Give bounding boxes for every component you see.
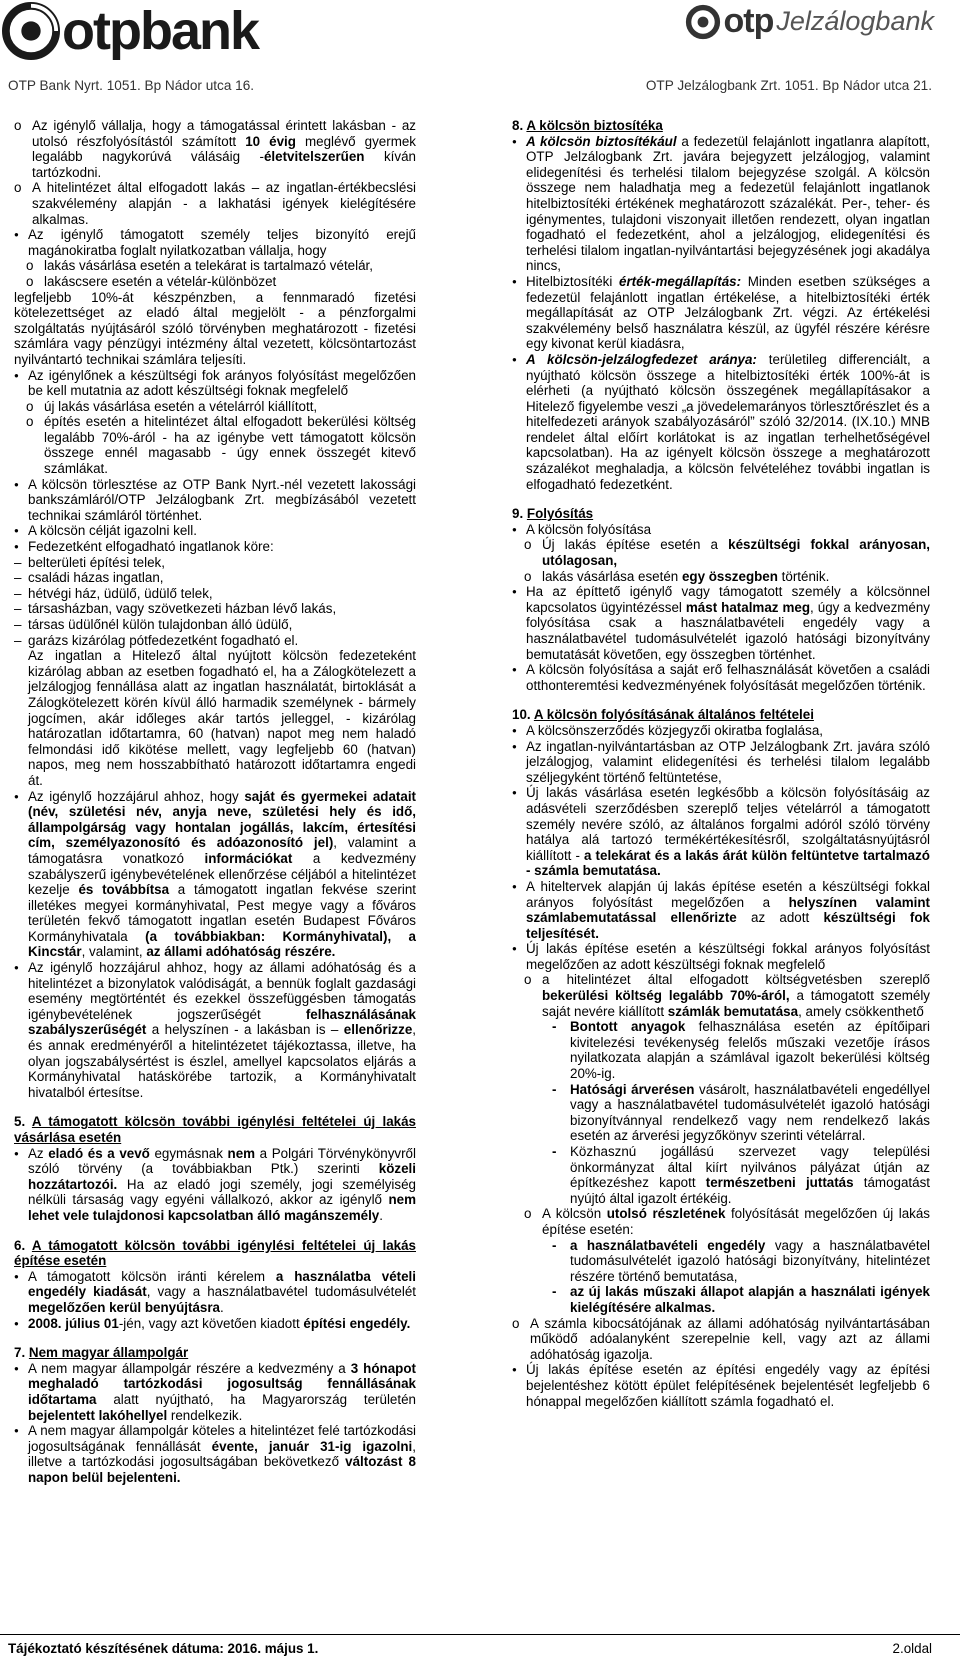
paragraph: Az ingatlan a Hitelező által nyújtott kölcsön fedezeteként kizárólag abban az esetben fogadható el, ha a Zálogkötelezett a jelzálogjog fennállása alatt az ingatlan használatát, birtoklását a Zálogkötelezett körén kívül álló harmadik személynek - bármely jogcímen, akár időleges akár tartós jelleggel, - kizárólag határozatlan időtartamra, 60 (hatvan) napot meg nem haladó felmondási idő kikötése mellett, vagy legfeljebb 60 (hatvan) napos, meg nem hosszabbítható határozott időtartamra engedi át. xyxy=(28,648,416,788)
section-heading-5: 5. A támogatott kölcsön további igénylési feltételei új lakás vásárlása esetén xyxy=(14,1114,416,1145)
page-header xyxy=(0,0,960,118)
list-item: – garázs kizárólag pótfedezetként fogadható el. xyxy=(14,633,416,649)
list-item: o a hitelintézet által elfogadott költségvetésben szereplő bekerülési költség legalább 70%-áról, a támogatott személy saját nevére kiállított számlák bemutatása, amely csökkenthető xyxy=(512,972,930,1019)
list-item: ● 2008. július 01-jén, vagy azt követően kiadott építési engedély. xyxy=(14,1316,416,1332)
list-item: ● Az eladó és a vevő egymásnak nem a Polgári Törvénykönyvről szóló törvény (a továbbiakban Ptk.) szerinti közeli hozzátartozói. Ha az eladó jogi személy, jogi személyiség nélküli társaság vagy egyéni vállalkozó, akkor az igénylő nem lehet vele tulajdonosi kapcsolatban álló magánszemély. xyxy=(14,1146,416,1224)
list-item: o új lakás vásárlása esetén a vételárról kiállított, xyxy=(14,399,416,415)
list-item: – társas üdülőnél külön tulajdonban álló üdülő, xyxy=(14,617,416,633)
list-item: o lakás vásárlása esetén a telekárat is tartalmazó vételár, xyxy=(14,258,416,274)
list-item: ● A kölcsön folyósítása a saját erő felhasználását követően a családi otthonteremtési kedvezményének folyósítását megelőzően történik. xyxy=(512,662,930,693)
list-item: o A kölcsön utolsó részletének folyósítását megelőzően új lakás építése esetén: xyxy=(512,1206,930,1237)
otp-logo-icon xyxy=(685,4,721,40)
section-heading-10: 10. A kölcsön folyósításának általános feltételei xyxy=(512,707,814,723)
list-item: – belterületi építési telek, xyxy=(14,555,416,571)
list-item: ● A támogatott kölcsön iránti kérelem a használatba vételi engedély kiadását, vagy a használatbavétel tudomásulvételét megelőzően kerül benyújtásra. xyxy=(14,1269,416,1316)
list-item: ● A kölcsön biztosítékául a fedezetül felajánlott ingatlanra alapított, OTP Jelzálogbank Zrt. javára bejegyzett jelzálogjog, valamint elidegenítési és terhelési tilalom bejegyzése szolgál. A kölcsön összege nem haladhatja meg a fedezetül felajánlott ingatlanok hitelbiztosítéki értékének meghatározott százalékát. Per-, teher- és igénymentes, tulajdoni viszonyait illetően rendezett, olyan ingatlan fogadható el fedezetként, ahol a jelzálogjog, elidegenítési és terhelési tilalom ingatlan-nyilvántartási bejegyzésének jogi akadálya nincs, xyxy=(512,134,930,274)
list-item: - Közhasznú jogállású szervezet vagy települési önkormányzat által kiírt nyilvános pályázat útján az építkezéshez kapott természetbeni juttatás támogatást nyújtó által igazolt értékéig. xyxy=(512,1144,930,1206)
list-item: – hétvégi ház, üdülő, üdülő telek, xyxy=(14,586,416,602)
list-item: ● Hitelbiztosítéki érték-megállapítás: Minden esetben szükséges a fedezetül felajánlott ingatlan értékelése, a hitelbiztosítéki érték megállapítását az OTP Jelzálogbank Zrt. végzi. Az értékelési szakvélemény belső használatra készül, az ügyfél részére kérésre egy kivonat kerül kiadásra, xyxy=(512,274,930,352)
list-item: o lakás vásárlása esetén egy összegben történik. xyxy=(512,569,930,585)
list-item: - Hatósági árverésen vásárolt, használatbavételi engedéllyel vagy a használatbavétel tudomásulvételét igazoló hatósági bizonyítvánnyal rendelkező vagy nem rendelkező lakás esetén az árverési jegyzőkönyv szerinti vételárral. xyxy=(512,1082,930,1144)
left-column xyxy=(14,118,416,1485)
list-item: o lakáscsere esetén a vételár-különbözet xyxy=(14,274,416,290)
list-item: ● A nem magyar állampolgár köteles a hitelintézet felé tartózkodási jogosultságának fennállását évente, január 31-ig igazolni, illetve a tartózkodási jogosultságában bekövetkező változást 8 napon belül bejelenteni. xyxy=(14,1423,416,1485)
list-item: o A számla kibocsátójának az állami adóhatóság nyilvántartásában működő adóalanyként szerepelnie kell, vagy azt az állami adóhatóság igazolja. xyxy=(512,1316,930,1363)
list-item: - Bontott anyagok felhasználása esetén az építőipari kivitelezési tevékenység felelős műszaki vezetője írásos nyilatkozata alapján a számlával igazolt bekerülési költség 20%-ig. xyxy=(512,1019,930,1081)
list-item: ● A nem magyar állampolgár részére a kedvezmény a 3 hónapot meghaladó tartózkodási jogosultság fennállásának időtartama alatt nyújtható, ha Magyarország területén bejelentett lakóhellyel rendelkezik. xyxy=(14,1361,416,1423)
otpbank-logo xyxy=(2,2,258,60)
list-item: ● A hiteltervek alapján új lakás építése esetén a készültségi fokkal arányos folyósítást megelőzően a helyszínen valamint számlabemutatással ellenőrizte az adott készültségi fok teljesítését. xyxy=(512,879,930,941)
list-item: ● Új lakás építése esetén az építési engedély vagy az építési bejelentéshez kötött épület felépítésének bejelentését legfeljebb 6 hónappal megelőzően kiállított számla fogadható el. xyxy=(512,1362,930,1409)
list-item: - az új lakás műszaki állapot alapján a használati igények kielégítésére alkalmas. xyxy=(512,1284,930,1315)
jelzalogbank-address: OTP Jelzálogbank Zrt. 1051. Bp Nádor utca 21. xyxy=(645,78,932,93)
page-footer xyxy=(0,1634,960,1662)
list-item: ● Az igénylő hozzájárul ahhoz, hogy saját és gyermekei adatait (név, születési név, anyja neve, születési hely és idő, állampolgárság vagy hontalan jogállás, lakcím, értesítési cím, személyazonosító és adóazonosító jel), valamint a támogatásra vonatkozó információkat a kedvezmény szabályszerű igénybevételének ellenőrzése céljából a hitelintézet kezelje és továbbítsa a támogatott ingatlan fekvése szerint illetékes megyei kormányhivatal, Pest megye vagy a főváros területén fekvő támogatott ingatlan esetén Budapest Főváros Kormányhivatala (a továbbiakban: Kormányhivatal), a Kincstár, valamint, az állami adóhatóság részére. xyxy=(14,789,416,961)
list-item: o Az igénylő vállalja, hogy a támogatással érintett lakásban - az utolsó részfolyósítástól számított 10 évig meglévő gyermek legalább nagykorúvá válásáig -életvitelszerűen kíván tartózkodni. xyxy=(14,118,416,180)
list-item: ● A kölcsön célját igazolni kell. xyxy=(14,523,416,539)
list-item: ● Az igénylőnek a készültségi fok arányos folyósítást megelőzően be kell mutatnia az adott készültségi foknak megfelelő xyxy=(14,368,416,399)
list-item: o A hitelintézet által elfogadott lakás – az ingatlan-értékbecslési szakvélemény alapján - a lakhatási igények kielégítésére alkalmas. xyxy=(14,180,416,227)
section-heading-9: 9. Folyósítás xyxy=(512,506,594,522)
list-item: ● Az igénylő támogatott személy teljes bizonyító erejű magánokiratba foglalt nyilatkozatban vállalja, hogy xyxy=(14,227,416,258)
paragraph: legfeljebb 10%-át készpénzben, a fennmaradó fizetési kötelezettséget az eladó által megjelölt - a pénzforgalmi szolgáltatás nyújtásáról szóló törvényben meghatározott - fizetési számlára vagy pénzügyi intézmény által vezetett, kölcsöntartozást nyilvántartó technikai számlára teljesíti. xyxy=(14,289,416,367)
otpbank-logo-text: otpbank xyxy=(62,1,258,61)
right-column xyxy=(512,118,930,1409)
otp-logo-text: otp xyxy=(723,2,774,41)
otp-logo-icon xyxy=(2,2,60,60)
list-item: – társasházban, vagy szövetkezeti házban lévő lakás, xyxy=(14,601,416,617)
list-item: ● Új lakás vásárlása esetén legkésőbb a kölcsön folyósításáig az adásvételi szerződésben szereplő teljes vételárról a támogatott személy nevére szóló, az általános forgalmi adóról szóló törvény hatálya alá tartozó termékértékesítésről, szolgáltatásnyújtásról kiállított - a telekárat és a lakás árát külön feltüntetve tartalmazó - számla bemutatása. xyxy=(512,785,930,879)
list-item: ● Új lakás építése esetén a készültségi fokkal arányos folyósítást megelőzően az adott készültségi foknak megfelelő xyxy=(512,941,930,972)
section-heading-7: 7. Nem magyar állampolgár xyxy=(14,1345,189,1361)
list-item: - a használatbavételi engedély vagy a használatbavétel tudomásulvételét igazoló hatósági bizonyítvány, hitelintézet részére történő bemutatása, xyxy=(512,1238,930,1285)
jelzalogbank-logo-text: Jelzálogbank xyxy=(776,6,934,37)
document-date: Tájékoztató készítésének dátuma: 2016. május 1. xyxy=(8,1641,319,1656)
list-item: ● A kölcsön folyósítása xyxy=(512,522,930,538)
list-item: ● Fedezetként elfogadható ingatlanok köre: xyxy=(14,539,416,555)
section-heading-6: 6. A támogatott kölcsön további igénylési feltételei új lakás építése esetén xyxy=(14,1237,416,1269)
list-item: ● A kölcsön törlesztése az OTP Bank Nyrt.-nél vezetett lakossági bankszámláról/OTP Jelzálogbank Zrt. megbízásából vezetett technikai számláról történhet. xyxy=(14,477,416,524)
list-item: ● A kölcsönszerződés közjegyzői okiratba foglalása, xyxy=(512,723,930,739)
list-item: o Új lakás építése esetén a készültségi fokkal arányosan, utólagosan, xyxy=(512,537,930,568)
list-item: – családi házas ingatlan, xyxy=(14,570,416,586)
page-number: 2.oldal xyxy=(892,1641,932,1656)
list-item: ● Az ingatlan-nyilvántartásban az OTP Jelzálogbank Zrt. javára szóló jelzálogjog, valamint elidegenítési és terhelési tilalom legalább széljegyként történő feltüntetése, xyxy=(512,739,930,786)
otpbank-address: OTP Bank Nyrt. 1051. Bp Nádor utca 16. xyxy=(8,78,255,93)
list-item: ● Ha az építtető igénylő vagy támogatott személy a kölcsönnel kapcsolatos ügyintézéssel mást hatalmaz meg, úgy a kedvezmény folyósítása csak a használatbavételi engedély vagy a használatbavétel tudomásulvételét igazoló hatósági bizonyítvány bemutatását követően, egy összegben történhet. xyxy=(512,584,930,662)
section-heading-8: 8. A kölcsön biztosítéka xyxy=(512,118,663,133)
otp-jelzalogbank-logo xyxy=(685,4,934,40)
list-item: ● A kölcsön-jelzálogfedezet aránya: területileg differenciált, a nyújtható kölcsön összege a hitelbiztosítéki érték 100%-át is elérheti (a nyújtható kölcsön összegének megállapításakor a Hitelező figyelembe veszi „a jövedelemarányos törlesztőrészlet és a hitelfedezeti arányok szabályozásáról” szóló 32/2014. (IX.10.) MNB rendelet által előírt korlátokat is az ingatlan terhelhetőségével kapcsolatban). Ha az igényelt kölcsön összege a meghatározott százalékot meghaladja, a kölcsön felvételéhez további ingatlan is elfogadható fedezetként. xyxy=(512,352,930,492)
list-item: o építés esetén a hitelintézet által elfogadott bekerülési költség legalább 70%-áról - ha az igénybe vett támogatott kölcsön összege ennél magasabb - úgy ennek összegét kitevő számlákat. xyxy=(14,414,416,476)
list-item: ● Az igénylő hozzájárul ahhoz, hogy az állami adóhatóság és a hitelintézet a bizonylatok valódiságát, a bennük foglalt gazdasági esemény megtörténtét és ezekkel összefüggésben támogatás igénybevételének jogszerűségét felhasználásának szabályszerűségét a helyszínen - a lakásban is – ellenőrizze, és annak eredményéről a hitelintézetet tájékoztassa, illetve, ha olyan jogszabálysértést is észlel, amellyel kapcsolatos eljárás a Kormányhivatal hatáskörébe tartozik, a Kormányhivatalt hivatalból értesítse. xyxy=(14,960,416,1100)
